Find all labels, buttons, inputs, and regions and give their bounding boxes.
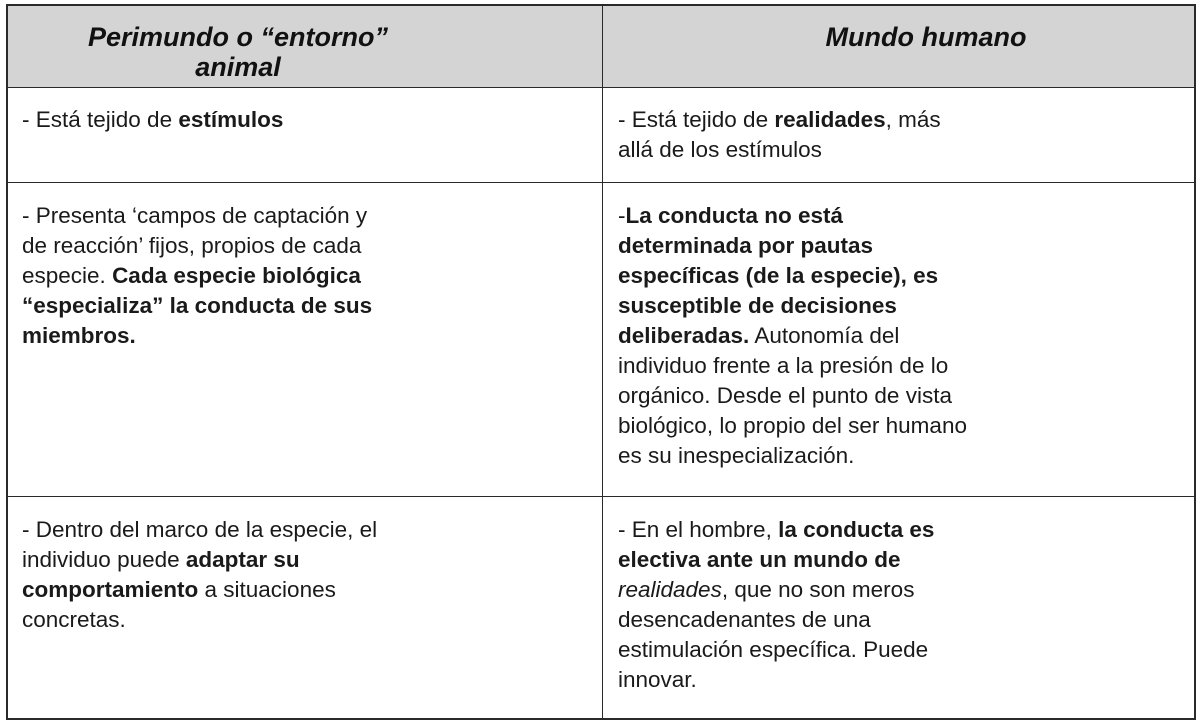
bold-run: estímulos: [178, 107, 284, 132]
table-header-row: [8, 6, 1194, 88]
cell-text: [22, 515, 377, 635]
bold-run: la conducta es: [778, 517, 935, 542]
text-line: desencadenantes de una: [618, 607, 871, 632]
text-run: - Está tejido de: [618, 107, 775, 132]
table-cell-right: [604, 182, 1194, 496]
text-line: - Presenta ‘campos de captación y: [22, 203, 368, 228]
cell-text: [22, 105, 283, 135]
text-run: a situaciones: [198, 577, 336, 602]
text-line: - Dentro del marco de la especie, el: [22, 517, 378, 542]
header-left-line2: animal: [195, 52, 281, 82]
bold-run: adaptar su: [185, 547, 300, 572]
cell-text: [618, 201, 967, 471]
header-left-line1: Perimundo o “entorno”: [88, 22, 388, 52]
text-line: [22, 321, 372, 351]
text-line: [618, 321, 967, 351]
text-line: es su inespecialización.: [618, 443, 855, 468]
text-line: concretas.: [22, 607, 126, 632]
text-line: [618, 201, 967, 231]
header-cell-perimundo: [8, 6, 602, 87]
table-row: [8, 496, 1194, 718]
text-line: [618, 575, 934, 605]
bold-run: Cada especie biológica: [112, 263, 361, 288]
column-divider: [602, 6, 603, 718]
text-line: [22, 291, 372, 321]
text-run: especie.: [22, 263, 113, 288]
bold-run: determinada por pautas: [618, 233, 874, 258]
text-line: [618, 515, 934, 545]
bold-run: electiva ante un mundo de: [618, 547, 901, 572]
header-title-mundo-humano: [686, 22, 1166, 52]
text-run: - En el hombre,: [618, 517, 779, 542]
text-line: estimulación específica. Puede: [618, 637, 929, 662]
header-title-perimundo: [58, 22, 418, 82]
text-line: [618, 545, 934, 575]
text-line: [22, 105, 283, 135]
text-run: individuo puede: [22, 547, 186, 572]
text-line: innovar.: [618, 667, 697, 692]
text-run: , más: [885, 107, 941, 132]
text-line: de reacción’ fijos, propios de cada: [22, 233, 362, 258]
table-cell-left: [8, 182, 602, 496]
bold-run: La conducta no está: [625, 203, 844, 228]
text-line: biológico, lo propio del ser humano: [618, 413, 967, 438]
header-right-line1: Mundo humano: [825, 22, 1027, 52]
text-run: Autonomía del: [749, 323, 900, 348]
table-cell-right: [604, 87, 1194, 182]
cell-text: [22, 201, 372, 351]
comparison-table: [6, 4, 1196, 720]
text-line: [618, 105, 941, 135]
text-run: -: [618, 203, 626, 228]
bold-run: específicas (de la especie), es: [618, 263, 939, 288]
cell-text: [618, 515, 934, 695]
text-line: [618, 231, 967, 261]
text-line: individuo frente a la presión de lo: [618, 353, 949, 378]
table-row: [8, 87, 1194, 183]
text-line: [22, 575, 377, 605]
text-line: [22, 545, 377, 575]
table-row: [8, 182, 1194, 497]
table-cell-left: [8, 496, 602, 718]
table-cell-right: [604, 496, 1194, 718]
italic-run: realidades: [618, 577, 722, 602]
text-line: [618, 291, 967, 321]
cell-text: [618, 105, 941, 165]
text-line: allá de los estímulos: [618, 137, 822, 162]
text-run: - Está tejido de: [22, 107, 179, 132]
bold-run: “especializa” la conducta de sus: [22, 293, 373, 318]
bold-run: miembros.: [22, 323, 136, 348]
text-line: orgánico. Desde el punto de vista: [618, 383, 952, 408]
header-cell-mundo-humano: [604, 6, 1194, 87]
table-cell-left: [8, 87, 602, 182]
text-line: [618, 261, 967, 291]
bold-run: susceptible de decisiones: [618, 293, 897, 318]
bold-run: realidades: [774, 107, 886, 132]
bold-run: comportamiento: [22, 577, 199, 602]
bold-run: deliberadas.: [618, 323, 750, 348]
text-run: , que no son meros: [721, 577, 915, 602]
text-line: [22, 261, 372, 291]
